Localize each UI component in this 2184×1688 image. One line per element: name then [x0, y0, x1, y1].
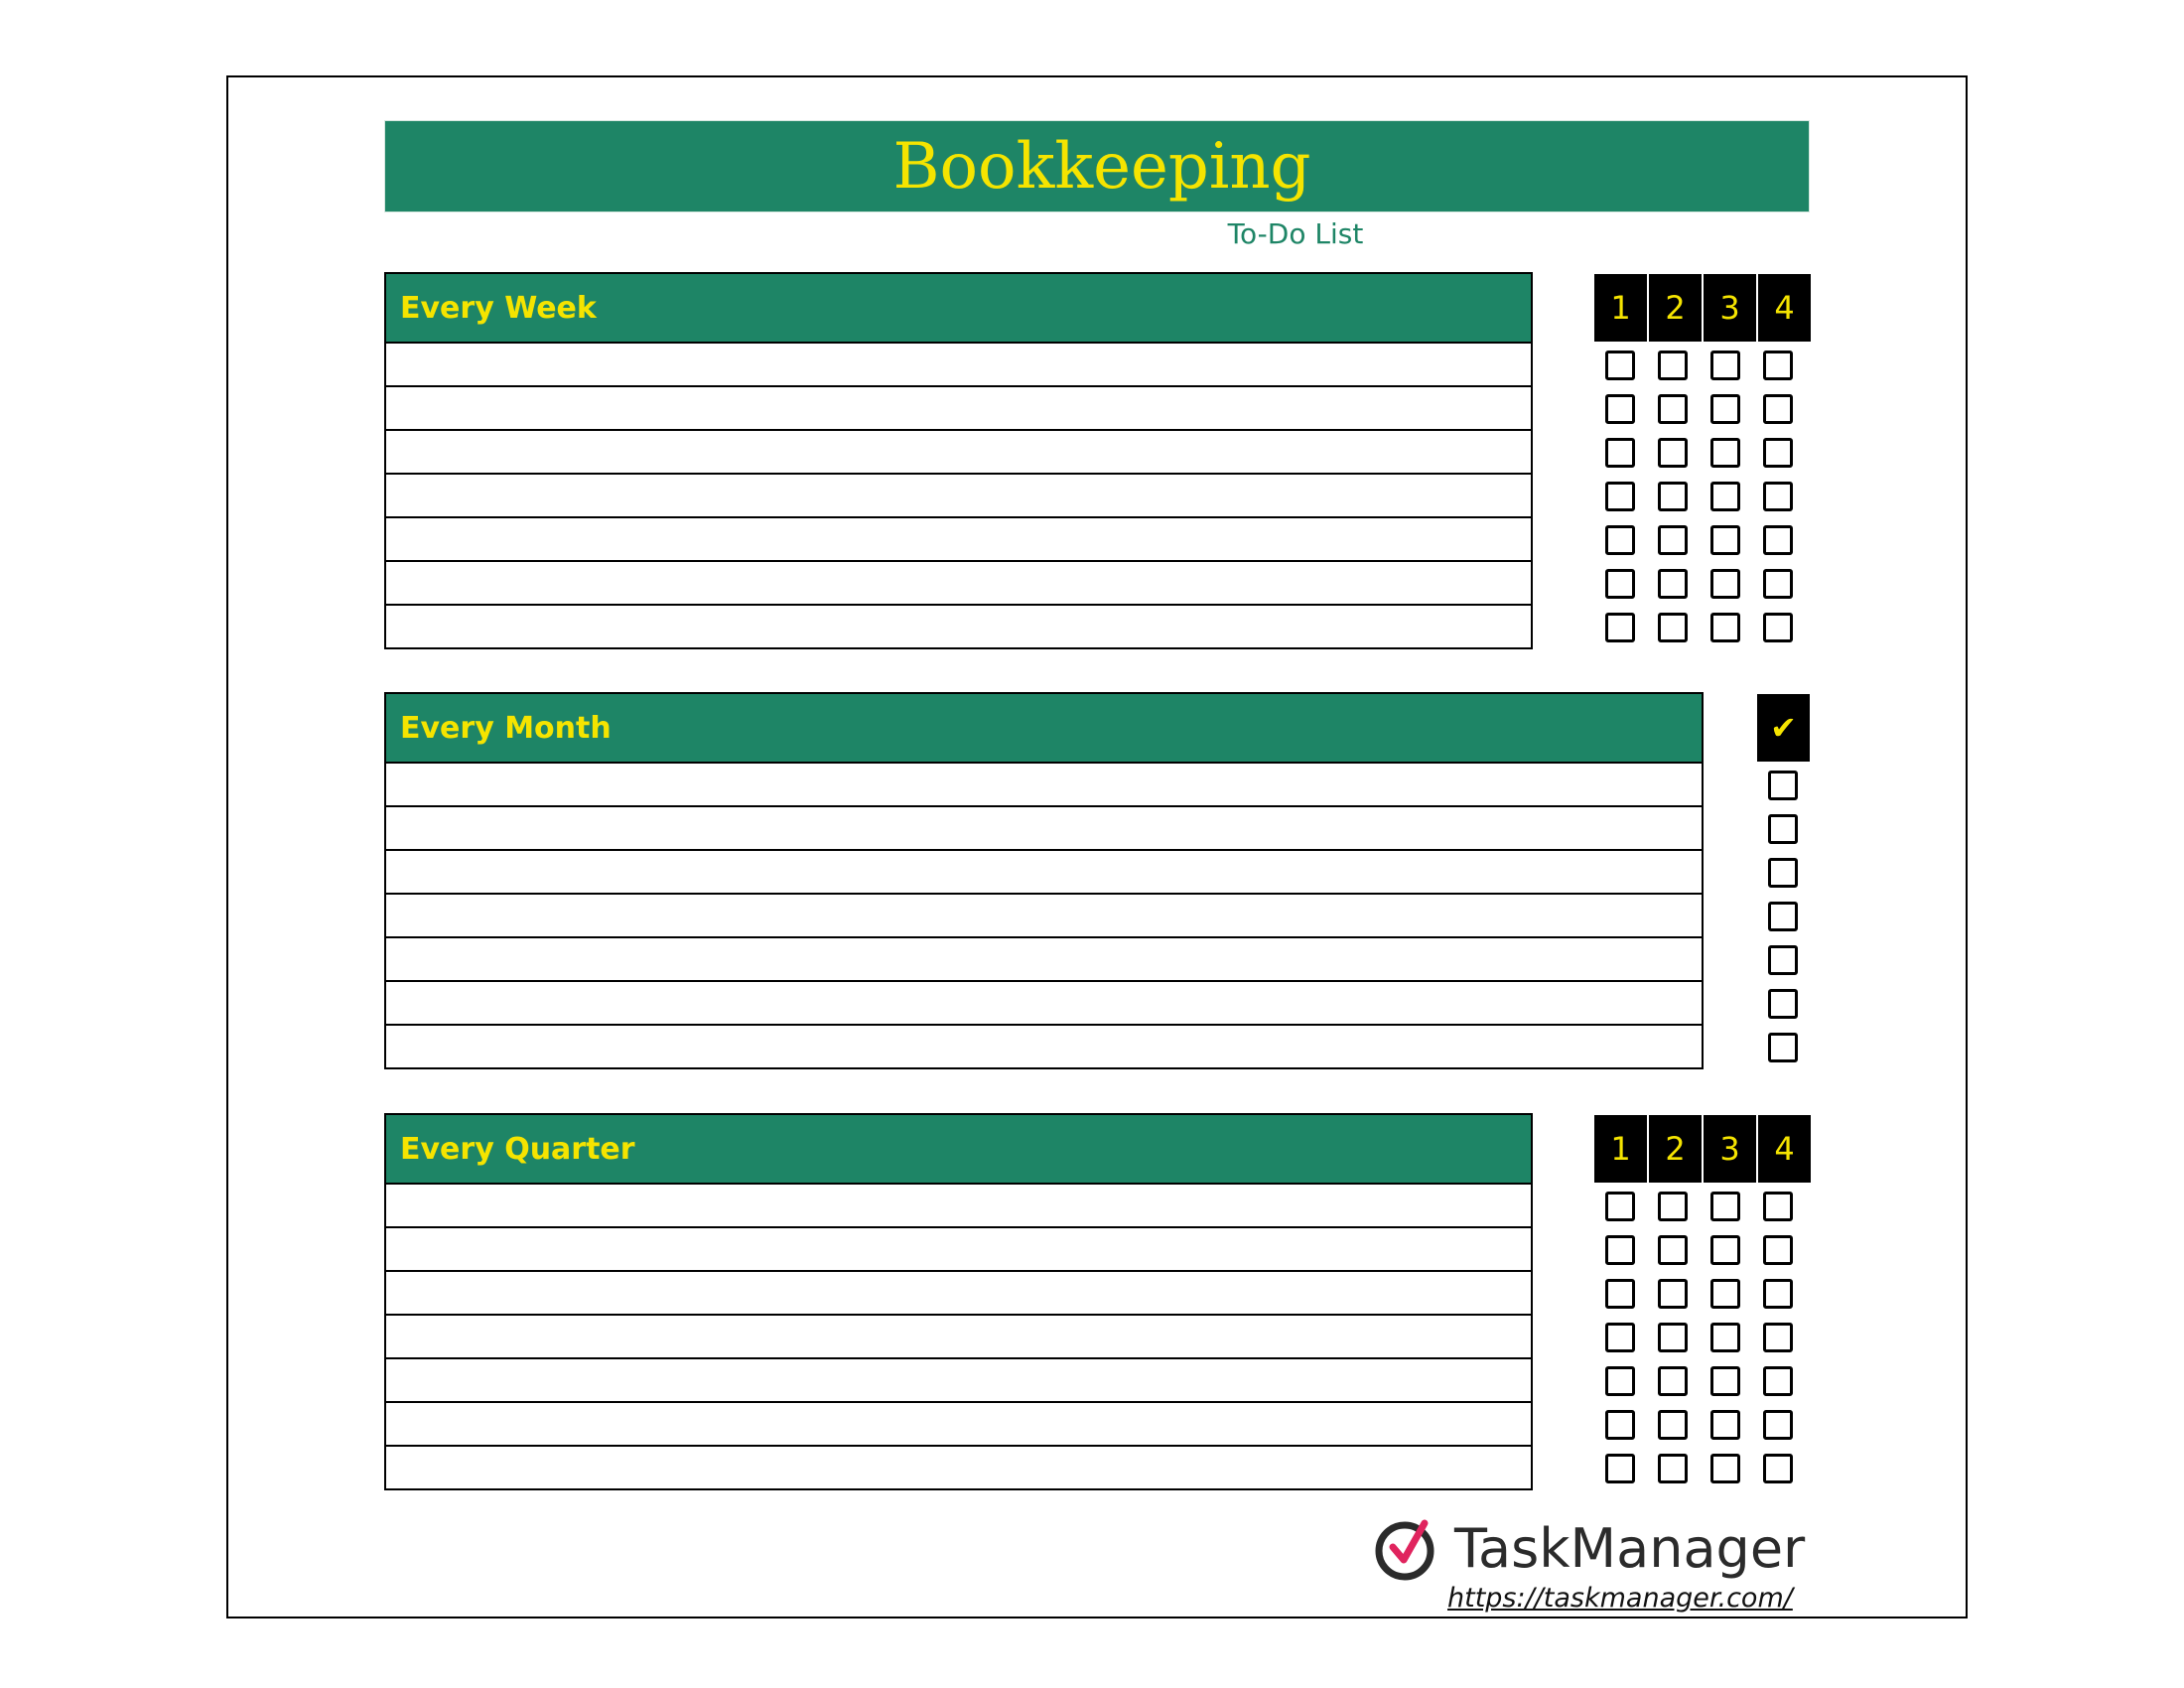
task-line[interactable]	[386, 1272, 1531, 1316]
checkbox-row	[1594, 1359, 1813, 1403]
checkbox[interactable]	[1658, 1410, 1688, 1440]
section-header	[386, 694, 1702, 764]
checkbox[interactable]	[1710, 438, 1740, 468]
checkbox[interactable]	[1763, 613, 1793, 642]
quarter-checkbox-grid	[1594, 1115, 1813, 1490]
checkbox[interactable]	[1710, 1454, 1740, 1483]
checkbox-row	[1594, 518, 1813, 562]
checkbox[interactable]	[1763, 1279, 1793, 1309]
section-every-month	[384, 692, 1704, 1069]
checkbox[interactable]	[1605, 394, 1635, 424]
checkbox-row	[1757, 851, 1812, 895]
task-line[interactable]	[386, 431, 1531, 475]
checkbox[interactable]	[1710, 1323, 1740, 1352]
taskmanager-logo-icon	[1373, 1513, 1440, 1581]
column-header: 1	[1594, 274, 1647, 342]
week-checkboxes	[1594, 344, 1813, 649]
checkbox[interactable]	[1605, 613, 1635, 642]
section-title: Every Month	[400, 710, 612, 746]
task-line[interactable]	[386, 1359, 1531, 1403]
page-title: Bookkeeping	[892, 129, 1311, 204]
checkbox[interactable]	[1763, 394, 1793, 424]
checkbox-row	[1594, 1447, 1813, 1490]
checkbox-row	[1594, 387, 1813, 431]
task-line[interactable]	[386, 562, 1531, 606]
checkbox[interactable]	[1710, 1235, 1740, 1265]
checkbox[interactable]	[1768, 771, 1798, 800]
checkbox[interactable]	[1763, 1366, 1793, 1396]
task-line[interactable]	[386, 938, 1702, 982]
checkbox-row	[1594, 606, 1813, 649]
section-title: Every Quarter	[400, 1131, 635, 1167]
checkbox[interactable]	[1768, 902, 1798, 931]
task-lines	[386, 764, 1702, 1067]
checkbox[interactable]	[1658, 394, 1688, 424]
checkbox[interactable]	[1658, 1279, 1688, 1309]
section-header	[386, 274, 1531, 344]
checkbox[interactable]	[1768, 858, 1798, 888]
checkbox[interactable]	[1605, 482, 1635, 511]
checkbox[interactable]	[1710, 1366, 1740, 1396]
checkbox[interactable]	[1768, 989, 1798, 1019]
checkbox[interactable]	[1605, 1279, 1635, 1309]
task-line[interactable]	[386, 851, 1702, 895]
column-header: 4	[1758, 274, 1811, 342]
checkbox[interactable]	[1763, 1192, 1793, 1221]
column-header: 3	[1704, 274, 1756, 342]
task-line[interactable]	[386, 387, 1531, 431]
checkbox[interactable]	[1763, 1235, 1793, 1265]
checkbox[interactable]	[1605, 438, 1635, 468]
checkbox[interactable]	[1768, 945, 1798, 975]
task-line[interactable]	[386, 475, 1531, 518]
checkbox-row	[1757, 982, 1812, 1026]
quarter-column-headers	[1594, 1115, 1813, 1183]
task-lines	[386, 1185, 1531, 1488]
checkbox[interactable]	[1605, 1235, 1635, 1265]
checkbox-row	[1594, 1316, 1813, 1359]
checkbox[interactable]	[1658, 1366, 1688, 1396]
checkbox-row	[1594, 1228, 1813, 1272]
checkbox[interactable]	[1768, 814, 1798, 844]
column-header: 4	[1758, 1115, 1811, 1183]
brand-name: TaskManager	[1454, 1517, 1806, 1580]
checkbox[interactable]	[1658, 438, 1688, 468]
checkbox-row	[1594, 431, 1813, 475]
checkbox-row	[1594, 475, 1813, 518]
checkbox[interactable]	[1710, 1410, 1740, 1440]
task-line[interactable]	[386, 606, 1531, 647]
checkbox[interactable]	[1710, 1192, 1740, 1221]
checkbox[interactable]	[1658, 1454, 1688, 1483]
checkbox[interactable]	[1710, 482, 1740, 511]
checkbox[interactable]	[1658, 1235, 1688, 1265]
checkbox-row	[1757, 895, 1812, 938]
checkbox[interactable]	[1605, 351, 1635, 380]
checkbox[interactable]	[1763, 438, 1793, 468]
checkbox[interactable]	[1605, 569, 1635, 599]
checkbox[interactable]	[1763, 1323, 1793, 1352]
section-title: Every Week	[400, 290, 597, 326]
task-line[interactable]	[386, 1403, 1531, 1447]
checkbox-row	[1594, 1185, 1813, 1228]
week-column-headers	[1594, 274, 1813, 342]
checkbox[interactable]	[1658, 613, 1688, 642]
section-every-week	[384, 272, 1533, 649]
page-subtitle: To-Do List	[1227, 217, 1364, 250]
checkbox[interactable]	[1605, 1454, 1635, 1483]
column-header: 2	[1649, 274, 1702, 342]
checkbox[interactable]	[1710, 569, 1740, 599]
website-link[interactable]: https://taskmanager.com/	[1447, 1583, 1793, 1614]
task-line[interactable]	[386, 1316, 1531, 1359]
checkbox-row	[1594, 1272, 1813, 1316]
checkbox[interactable]	[1605, 1366, 1635, 1396]
checkbox[interactable]	[1710, 1279, 1740, 1309]
month-checkbox-grid	[1757, 694, 1812, 1069]
month-checkboxes	[1757, 764, 1812, 1069]
column-header: 3	[1704, 1115, 1756, 1183]
checkbox[interactable]	[1763, 1410, 1793, 1440]
checkbox[interactable]	[1763, 482, 1793, 511]
checkbox[interactable]	[1763, 525, 1793, 555]
column-header: 2	[1649, 1115, 1702, 1183]
checkbox[interactable]	[1658, 482, 1688, 511]
checkbox[interactable]	[1658, 525, 1688, 555]
task-line[interactable]	[386, 1185, 1531, 1228]
checkbox[interactable]	[1605, 1410, 1635, 1440]
checkbox[interactable]	[1710, 613, 1740, 642]
task-line[interactable]	[386, 1026, 1702, 1067]
checkbox[interactable]	[1605, 1192, 1635, 1221]
checkbox-row	[1594, 1403, 1813, 1447]
task-line[interactable]	[386, 344, 1531, 387]
task-line[interactable]	[386, 1228, 1531, 1272]
month-column-headers	[1757, 694, 1812, 762]
task-line[interactable]	[386, 895, 1702, 938]
checkbox-row	[1594, 344, 1813, 387]
task-lines	[386, 344, 1531, 647]
week-checkbox-grid	[1594, 274, 1813, 649]
checkbox[interactable]	[1605, 525, 1635, 555]
task-line[interactable]	[386, 807, 1702, 851]
checkbox[interactable]	[1710, 525, 1740, 555]
checkbox[interactable]	[1658, 351, 1688, 380]
checkbox-row	[1757, 764, 1812, 807]
checkbox[interactable]	[1658, 1323, 1688, 1352]
task-line[interactable]	[386, 518, 1531, 562]
column-header: 1	[1594, 1115, 1647, 1183]
checkbox-row	[1757, 1026, 1812, 1069]
checkbox[interactable]	[1763, 351, 1793, 380]
task-line[interactable]	[386, 764, 1702, 807]
checkbox[interactable]	[1710, 394, 1740, 424]
checkbox-row	[1757, 938, 1812, 982]
task-line[interactable]	[386, 1447, 1531, 1488]
checkbox[interactable]	[1710, 351, 1740, 380]
quarter-checkboxes	[1594, 1185, 1813, 1490]
checkbox-row	[1594, 562, 1813, 606]
checkbox-row	[1757, 807, 1812, 851]
check-mark-icon: ✔	[1757, 694, 1810, 762]
section-every-quarter	[384, 1113, 1533, 1490]
checkbox[interactable]	[1763, 1454, 1793, 1483]
checkbox[interactable]	[1605, 1323, 1635, 1352]
task-line[interactable]	[386, 982, 1702, 1026]
section-header	[386, 1115, 1531, 1185]
checkbox[interactable]	[1658, 569, 1688, 599]
title-banner	[384, 120, 1810, 212]
checkbox[interactable]	[1658, 1192, 1688, 1221]
checkbox[interactable]	[1768, 1033, 1798, 1062]
checkbox[interactable]	[1763, 569, 1793, 599]
